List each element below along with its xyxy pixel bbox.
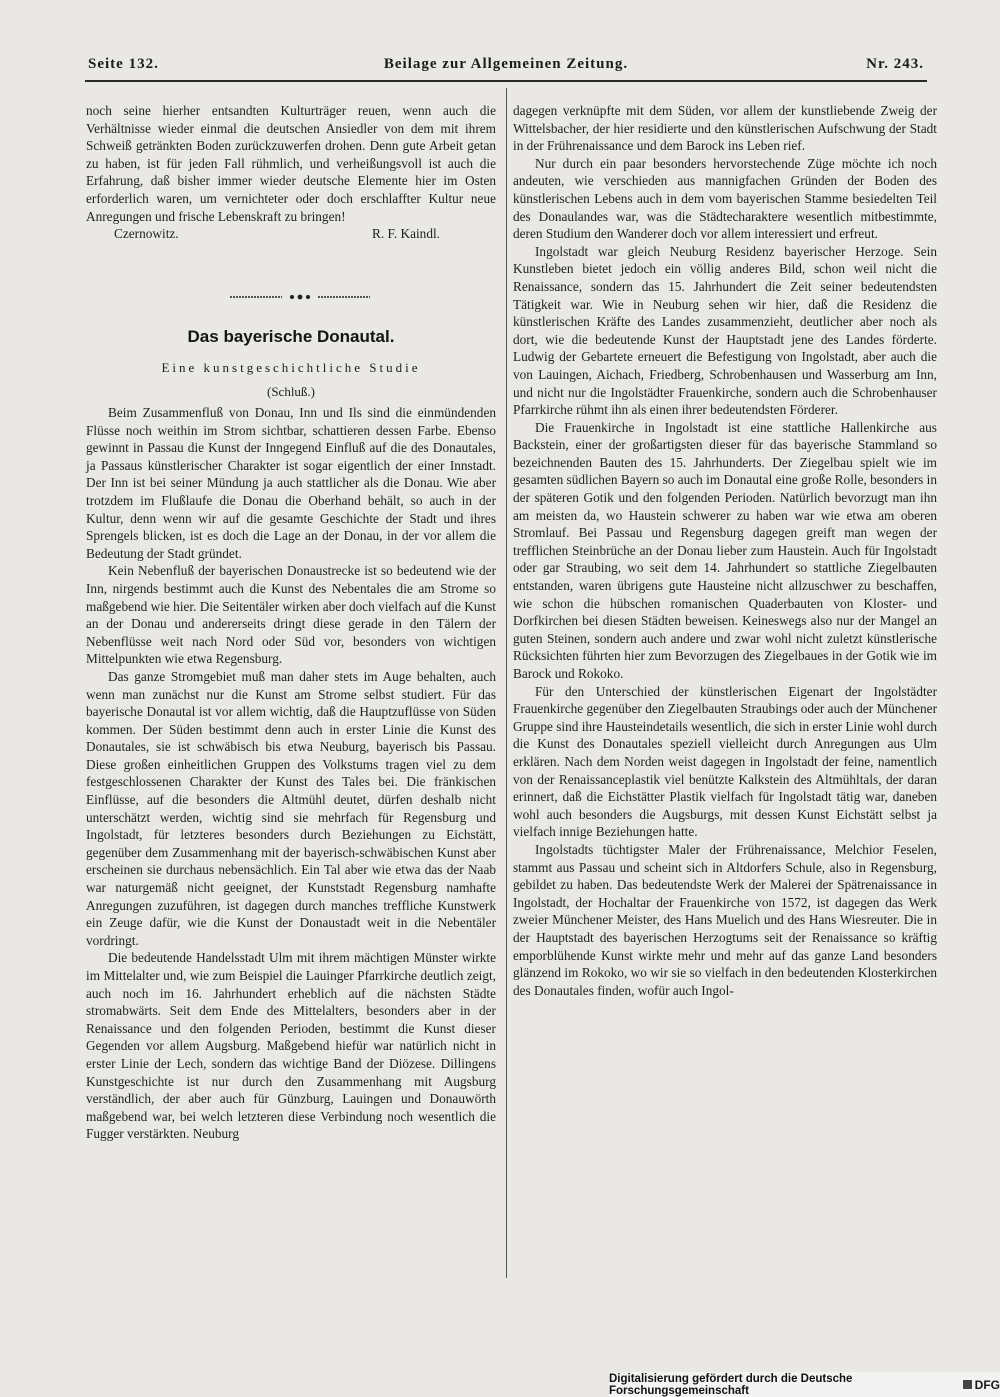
column-divider (506, 88, 507, 1278)
article-paragraph: Für den Unterschied der künstlerischen Eigenart der Ingolstädter Frauenkirche gegenüber den Ziegelbauten Straubings oder auch der Münchener Gruppe sind ihre Hausteindetails wesentlich, die sich in erster Linie wohl durch die Kunst des Donautales speziell vielleicht durch Anregungen aus Ulm erklären. Nach dem Norden weist dagegen in Ingolstadt der feine, namentlich von der Renaissanceplastik viel benützte Kalkstein des Altmühltals, der daran erinnert, daß die Eichstätter Plastik vielfach für Ingolstadt tätig war, daneben wohl auch besonders die Augsburgs, mit dessen Kunst Eichstätt selbst ja vielfach innige Beziehungen hatte. (513, 683, 937, 840)
article-title: Das bayerische Donautal. (187, 327, 395, 346)
article-continuation: (Schluß.) (266, 384, 316, 399)
page-header (88, 56, 924, 80)
dfg-logo-icon (963, 1380, 972, 1389)
article-right-column (513, 102, 937, 999)
signature-row (86, 225, 496, 243)
article-paragraph: dagegen verknüpfte mit dem Süden, vor allem der kunstliebende Zweig der Wittelsbacher, der hier residierte und den künstlerischen Aufschwung der Stadt in der Frührenaissance und dem Barock ins Leben rief. (513, 103, 937, 154)
article-paragraph: Kein Nebenfluß der bayerischen Donaustrecke ist so bedeutend wie der Inn, nirgends bestimmt auch die Kunst des Nebentales die am Strome so maßgebend wie hier. Die Seitentäler wirken aber doch vielfach auf die Kunst an der Donau und andererseits dringt diese gerade in den Tälern der Nebenflüsse weit nach Nord oder Süd vor, besonders von wichtigen Mittelpunkten wie etwa Regensburg. (86, 563, 496, 667)
article-paragraph: Ingolstadts tüchtigster Maler der Frührenaissance, Melchior Feselen, stammt aus Passau und scheint sich in Altdorfers Schule, also in Regensburg, gebildet zu haben. Das bedeutendste Werk der Malerei der Spätrenaissance in Ingolstadt, der Hochaltar der Frauenkirche von 1572, ist dagegen das Werk zweier Münchener Meister, des Hans Muelich und des Hans Wiesreuter. Die in der Hauptstadt des bayerischen Herzogtums seit der Renaissance so kräftig emporblühende Kunst wirkte mehr und mehr auf das ganze Land besonders glänzend im Rokoko, wo wir sie so vielfach in den bedeutenden Klosterkirchen des Donautales finden, wofür auch Ingol- (513, 841, 937, 998)
section-ornament (230, 292, 370, 302)
page-number: Seite 132. (88, 56, 159, 72)
article-subtitle: Eine kunstgeschichtliche Studie (161, 360, 421, 375)
signature-author: R. F. Kaindl. (371, 226, 440, 242)
previous-article-ending: noch seine hierher entsandten Kulturträger reuen, wenn auch die Verhältnisse wieder einmal die deutschen Ansiedler von dem mit ihrem Schweiß getränkten Boden zurückzuwerfen drohen. Denn gute Arbeit getan zu haben, ist für jeden Fall rühmlich, und verheißungsvoll ist auch die Erfahrung, daß bisher immer wieder deutsche Elemente hier im Osten erforderlich waren, um vernichteter oder doch erschlaffter Kultur neue Anregungen und frische Lebenskraft zu bringen! (86, 103, 496, 224)
issue-number: Nr. 243. (866, 56, 924, 72)
dfg-logo (963, 1378, 1000, 1392)
footer-credit: Digitalisierung gefördert durch die Deutsche Forschungsgemeinschaft (609, 1372, 853, 1397)
supplement-title: Beilage zur Allgemeinen Zeitung. (383, 56, 629, 72)
digitization-footer (609, 1372, 1000, 1397)
dfg-logo-text: DFG (974, 1377, 1000, 1392)
header-rule (85, 80, 927, 82)
article-left-column (86, 404, 496, 1143)
signature-place: Czernowitz. (114, 226, 179, 242)
article-paragraph: Ingolstadt war gleich Neuburg Residenz bayerischer Herzoge. Sein Kunstleben bietet jedoch ein völlig anderes Bild, schon weil nicht die Renaissance, sondern das 15. Jahrhundert die Zeit seiner bedeutendsten Tätigkeit war. Wie in Neuburg sehen wir hier, daß die Residenz die künstlerischen Kräfte des Landes zusammenzieht, deutlicher aber noch als dort, wie die bedeutende Kunst der Hauptstadt jene des Landes förderte. Ludwig der Gebartete erneuert die Befestigung von Ingolstadt, aber auch die von Lauingen, Aichach, Friedberg, Schrobenhausen und Wasserburg am Inn, und nicht nur die Ingolstädter Frauenkirche, sondern auch die Schrobenhauser Pfarrkirche rühmt ihn als einen ihrer bedeutendsten Förderer. (513, 243, 937, 418)
article-paragraph: Beim Zusammenfluß von Donau, Inn und Ils sind die einmündenden Flüsse noch weithin im Strom sichtbar, schattieren dessen Farbe. Ebenso gewinnt in Passau die Kunst der Inngegend Einfluß auf die des Donautales, ja Passaus künstlerischer Charakter ist sogar eigentlich der einer Innstadt. Der Inn ist bei seiner Mündung ja auch stattlicher als die Donau. Wie aber trotzdem im Flußlaufe die Donau die Oberhand behält, so auch in der Kultur, denn wenn wir auf die gesamte Geschichte der Stadt und ihres Sprengels blicken, ist es doch die Lage an der Donau, in der vor allem die Bedeutung der Stadt gründet. (86, 405, 496, 561)
article-paragraph: Das ganze Stromgebiet muß man daher stets im Auge behalten, auch wenn man zunächst nur die Kunst am Strome selbst studiert. Für das bayerische Donautal ist vor allem wichtig, daß die Hauptzuflüsse von Süden kommen. Der Süden bestimmt denn auch in erster Linie die Kunst des Donautales, sie ist schwäbisch bis etwa Neuburg, bayerisch bis Passau. Diese großen einheitlichen Gruppen des Volkstums tragen viel zu dem festgeschlossenen Charakter der Kunst des Tales bei. Die fränkischen Einflüsse, auf die besonders die Altmühl deutet, dürfen deshalb nicht unterschätzt werden, wichtig sind sie mehrfach für Regensburg und Ingolstadt, für letzteres besonders durch Beziehungen zu Eichstätt, gegenüber dem Zusammenhang mit der bayerisch-schwäbischen Kunst aber erscheinen sie durchaus nebensächlich. Ein Tal aber wie etwa das der Naab war naturgemäß nicht geeignet, der Kunststadt Regensburg namhafte Anregungen zuzuführen, ist dagegen durch manches treffliche Kunstwerk ein Zeuge dafür, wie die Kunst der Donaustadt weit in die Nebentäler vordringt. (86, 668, 496, 948)
article-paragraph: Nur durch ein paar besonders hervorstechende Züge möchte ich noch andeuten, wie verschieden aus mannigfachen Gründen der Boden des künstlerischen Lebens auch in dem vom bayerischen Stamme besiedelten Teil des Donaulandes war, was die Städtecharaktere wesentlich mitbestimmte, deren Studium den Wanderer doch vor allem interessiert und erfreut. (513, 155, 937, 242)
left-column-top (86, 102, 496, 243)
article-paragraph: Die Frauenkirche in Ingolstadt ist eine stattliche Hallenkirche aus Backstein, einer der großartigsten dieser für das bayerische Stammland so bezeichnenden Bauten des 15. Jahrhunderts. Der Ziegelbau spielt wie im gesamten südlichen Bayern so auch im Donautal eine große Rolle, besonders in der späteren Gotik und den folgenden Perioden. Natürlich bevorzugt man ihn am meisten da, wo Haustein schwerer zu haben war wie etwa am oberen Stromlauf. Bei Passau und Regensburg dagegen greift man wegen der trefflichen Steinbrüche an der Donau lieber zum Haustein. Auch für Ingolstadt oder gar Straubing, wo seit dem 14. Jahrhundert so stattliche Ziegelbauten entstanden, waren übrigens gute Hausteine nicht allzuschwer zu beschaffen, wie schon die hübschen romanischen Quaderbauten von Kloster- und Dorfkirchen bei diesen Städten beweisen. Keineswegs also nur der Mangel an guten Steinen, sondern auch andere und zwar wohl nicht zuletzt künstlerische Rücksichten führten hier zum Bevorzugen des Ziegelbaues in der Gotik wie im Barock und Rokoko. (513, 419, 937, 681)
article-paragraph: Die bedeutende Handelsstadt Ulm mit ihrem mächtigen Münster wirkte im Mittelalter und, wie zum Beispiel die Lauinger Pfarrkirche deutlich zeigt, auch noch im 16. Jahrhundert erheblich auf die nächsten Städte stromabwärts. Seit dem Ende des Mittelalters, besonders aber in der Renaissance und den folgenden Perioden, bestimmt die Kunst dieser Gegenden vor allem Augsburg. Maßgebend hiefür war natürlich nicht in erster Linie der Lech, sondern das wichtige Band der Diözese. Dillingens Kunstgeschichte ist nur durch den Zusammenhang mit Augsburg verständlich, der aber auch für Günzburg, Lauingen und Donauwörth maßgebend war, bei welch letzteren diese Verbindung noch wesentlich die Fugger verstärkten. Neuburg (86, 950, 496, 1142)
